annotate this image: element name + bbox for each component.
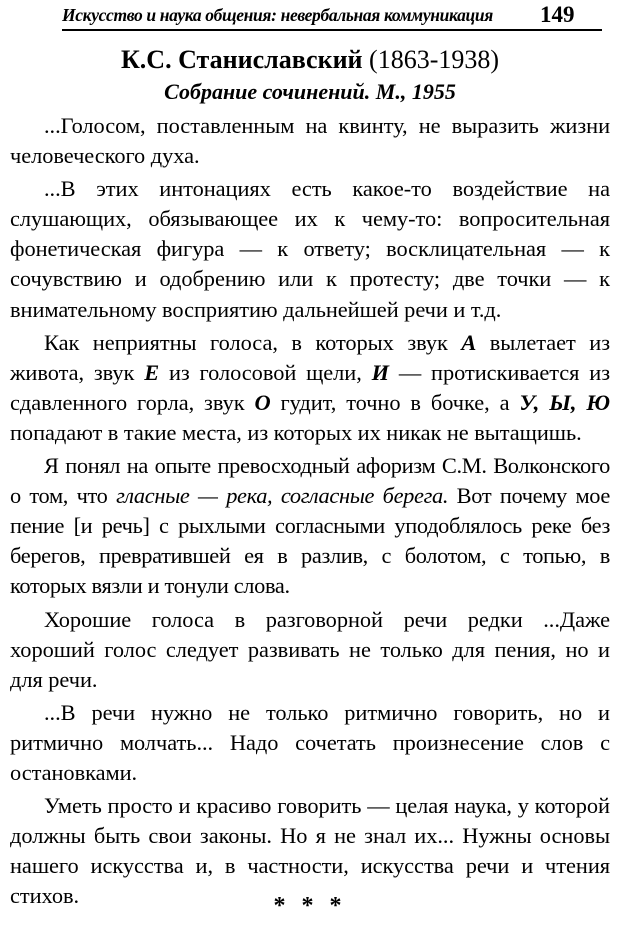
author-name: К.С. Станиславский — [120, 45, 370, 74]
text-run: попадают в такие места, из которых их никак не вытащишь. — [10, 419, 582, 445]
body-text — [10, 111, 610, 914]
emphasis-bold-italic: О — [254, 389, 271, 415]
emphasis-bold-italic: И — [371, 359, 390, 385]
page-number: 149 — [540, 2, 575, 27]
paragraph-p2 — [10, 174, 610, 324]
text-run: Я понял на опыте превосходный афоризм С.М. Волконского о том, что — [10, 453, 610, 509]
section-separator: * * * — [273, 893, 347, 919]
text-run: из голосовой щели, — [159, 359, 372, 385]
paragraph-p5 — [10, 605, 610, 695]
emphasis-bold-italic: Е — [144, 359, 160, 385]
paragraph-p1 — [10, 111, 610, 171]
author-dates: (1863-1938) — [369, 45, 500, 74]
text-run: Вот почему мое пение [и речь] с рыхлыми согласными уподоблялось реке без берегов, превратившей ея в разлив, с болотом, с топью, в которых вязли и тонули слова. — [10, 483, 610, 599]
source-heading — [0, 44, 620, 107]
paragraph-p4 — [10, 451, 610, 601]
emphasis-bold-italic: У, Ы, Ю — [519, 389, 610, 415]
text-run: — протискивается из сдавленного горла, звук — [10, 359, 610, 415]
text-run: вылетает из живота, звук — [10, 329, 611, 385]
author-line — [0, 44, 620, 76]
text-run: ...В этих интонациях есть какое-то воздействие на слушающих, обязывающее их к чему-то: вопросительная фонетическая фигура — к ответу; восклицательная — к сочувствию и одобрению или к протесту; две точки — к внимательному восприятию дальнейшей речи и т.д. — [10, 176, 610, 322]
emphasis-italic: гласные — река, согласные берега. — [116, 483, 449, 509]
text-run: Хорошие голоса в разговорной речи редки ...Даже хороший голос следует развивать не только для пения, но и для речи. — [10, 606, 610, 692]
text-run: Уметь просто и красиво говорить — целая наука, у которой должны быть свои законы. Но я не знал их... Нужны основы нашего искусства и, в частности, искусства речи и чтения стихов. — [10, 793, 610, 909]
text-run: гудит, точно в бочке, а — [270, 389, 520, 415]
work-citation: Собрание сочинений. М., 1955 — [164, 79, 456, 104]
paragraph-p6 — [10, 698, 610, 788]
text-run: ...В речи нужно не только ритмично говорить, но и ритмично молчать... Надо сочетать произнесение слов с остановками. — [10, 699, 610, 785]
text-run: ...Голосом, поставленным на квинту, не выразить жизни человеческого духа. — [10, 113, 610, 169]
paragraph-p3 — [10, 328, 610, 448]
text-run: Как неприятны голоса, в которых звук — [44, 329, 462, 355]
running-head-title: Искусство и наука общения: невербальная коммуникация — [62, 5, 493, 25]
header-rule — [62, 29, 602, 31]
emphasis-bold-italic: А — [461, 329, 477, 355]
running-head — [0, 2, 620, 32]
